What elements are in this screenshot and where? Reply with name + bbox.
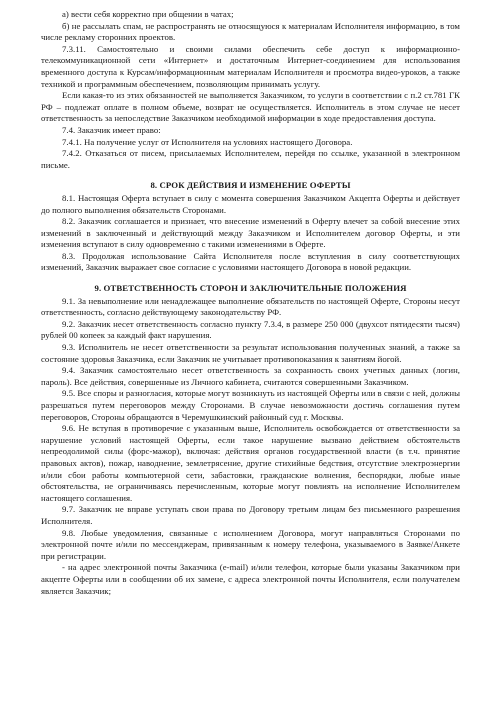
clause-9-4: 9.4. Заказчик самостоятельно несет ответственность за сохранность своих учетных данных (логин, пароль). Все действия, совершенные из Личного кабинета, считаются совершенными Заказчиком. bbox=[41, 365, 460, 387]
clause-8-1: 8.1. Настоящая Оферта вступает в силу с момента совершения Заказчиком Акцепта Оферты и действует до полного выполнения обязательств Сторонами. bbox=[41, 192, 460, 215]
clause-b: б) не рассылать спам, не распространять не относящуюся к материалам Исполнителя информацию, в том числе рекламу сторонних проектов. bbox=[41, 20, 460, 43]
clause-9-2: 9.2. Заказчик несет ответственность согласно пункту 7.3.4, в размере 250 000 (двухсот пятидесяти тысяч) рублей 00 копеек за каждый факт нарушения. bbox=[41, 318, 460, 341]
clause-7-4: 7.4. Заказчик имеет право: bbox=[62, 124, 161, 135]
clause-7-3-11: 7.3.11. Самостоятельно и своими силами обеспечить себе доступ к информационно-телекоммуникационной сети «Интернет» и достаточным Интернет-соединением для использования временного доступа к Курсам/информационным материалам Исполнителя и просмотра видео-уроков, а также техникой и программным обеспечением, позволяющим принимать услугу. bbox=[41, 43, 460, 89]
clause-9-7: 9.7. Заказчик не вправе уступать свои права по Договору третьим лицам без письменного разрешения Исполнителя. bbox=[41, 504, 460, 526]
clause-9-3: 9.3. Исполнитель не несет ответственности за результат использования полученных знаний, а также за состояние здоровья Заказчика, если Заказчик не учитывает противопоказания к занятиям йогой. bbox=[41, 342, 460, 364]
clause-8-2: 8.2. Заказчик соглашается и признает, что внесение изменений в Оферту влечет за собой внесение этих изменений в заключенный и действующий между Заказчиком и Исполнителем договор Оферты, и эти изменения вступают в силу одновременно с такими изменениями в Оферте. bbox=[41, 216, 460, 250]
clause-obligation-failure: Если какая-то из этих обязанностей не выполняется Заказчиком, то услуги в соответствии с п.2 ст.781 ГК РФ – подлежат оплате в полном объеме, возврат не осуществляется. Исполнитель в этом случае не несет ответственность за непоследствие Заказчиком необходимой информации в ходе предоставления доступа. bbox=[41, 90, 460, 124]
clause-a: а) вести себя корректно при общении в чатах; bbox=[62, 9, 234, 19]
section-9-heading: 9. ОТВЕТСТВЕННОСТЬ СТОРОН И ЗАКЛЮЧИТЕЛЬНЫЕ ПОЛОЖЕНИЯ bbox=[94, 283, 407, 294]
section-8-heading: 8. СРОК ДЕЙСТВИЯ И ИЗМЕНЕНИЕ ОФЕРТЫ bbox=[150, 180, 351, 191]
clause-7-4-1: 7.4.1. На получение услуг от Исполнителя на условиях настоящего Договора. bbox=[62, 136, 353, 147]
clause-9-8-email: - на адрес электронной почты Заказчика (e-mail) и/или телефон, которые были указаны Заказчиком при акцепте Оферты или в сообщении об их замене, с адреса электронной почты Исполнителя, если получателем является Заказчик; bbox=[41, 562, 460, 596]
clause-7-4-2: 7.4.2. Отказаться от писем, присылаемых Исполнителем, перейдя по ссылке, указанной в электронном письме. bbox=[41, 148, 460, 170]
clause-9-8: 9.8. Любые уведомления, связанные с исполнением Договора, могут направляться Сторонами по электронной почте и/или по мессенджерам, привязанным к номеру телефона, указываемого в Заявке/Анкете при регистрации. bbox=[41, 527, 460, 561]
clause-8-3: 8.3. Продолжая использование Сайта Исполнителя после вступления в силу соответствующих изменений, Заказчик выражает свое согласие с условиями настоящего Договора в новой редакции. bbox=[41, 250, 460, 273]
clause-9-1: 9.1. За невыполнение или ненадлежащее выполнение обязательств по настоящей Оферте, Стороны несут ответственность, согласно действующему законодательству РФ. bbox=[41, 295, 460, 318]
clause-9-5: 9.5. Все споры и разногласия, которые могут возникнуть из настоящей Оферты или в связи с ней, должны разрешаться путем переговоров между Сторонами. В случае невозможности достичь соглашения путем переговоров, Стороны обращаются в Черемушкинский районный суд г. Москвы. bbox=[41, 388, 460, 422]
clause-9-6: 9.6. Не вступая в противоречие с указанным выше, Исполнитель освобождается от ответственности за нарушение условий настоящей Оферты, если такое нарушение вызвано действием обстоятельств непреодолимой силы (форс-мажор), включая: действия органов государственной власти (в т.ч. принятие правовых актов), пожар, наводнение, землетрясение, другие стихийные бедствия, отсутствие электроэнергии и/или сбои работы компьютерной сети, забастовки, гражданские волнения, беспорядки, любые иные обстоятельства, не ограничиваясь перечисленным, которые могут повлиять на исполнение Исполнителем настоящего соглашения. bbox=[41, 423, 460, 503]
